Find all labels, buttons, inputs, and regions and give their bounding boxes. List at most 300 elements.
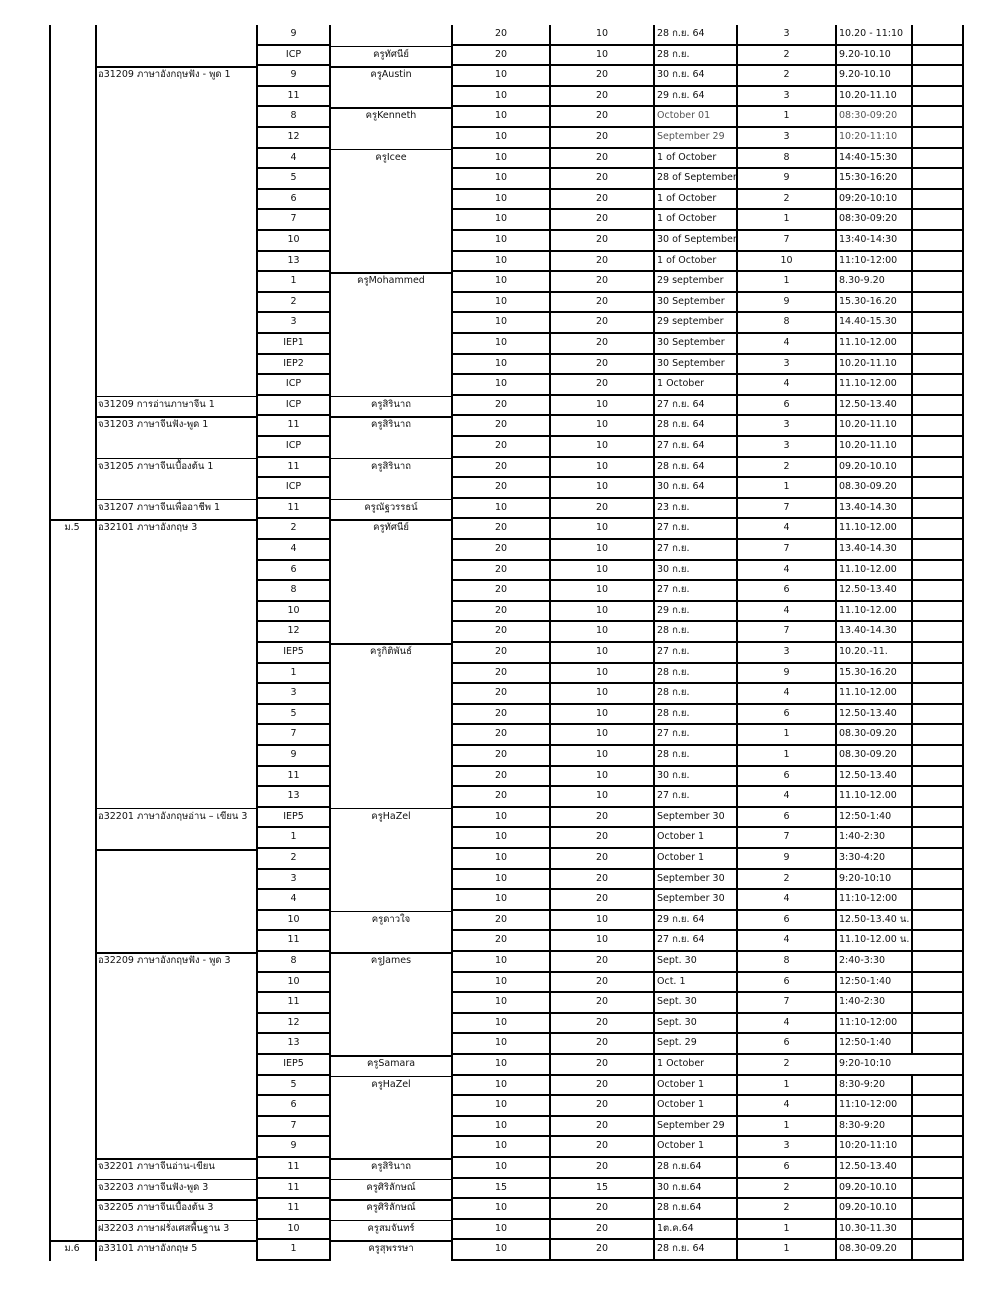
period-cell: 4 xyxy=(736,602,837,623)
room-cell: 2 xyxy=(256,849,331,870)
subject-cell: ฝ32203 ภาษาฝรั่งเศสพื้นฐาน 3 xyxy=(98,1222,230,1234)
period-cell: 3 xyxy=(736,87,837,108)
table-row xyxy=(49,787,965,808)
note-cell xyxy=(911,1034,964,1055)
grade-divider xyxy=(49,519,95,521)
room-cell: 5 xyxy=(256,705,331,726)
subject-divider xyxy=(95,952,256,954)
date-cell: 30 September xyxy=(653,355,736,376)
teacher-divider xyxy=(331,808,451,810)
date-cell: 28 ก.ย. xyxy=(653,46,736,67)
note-cell xyxy=(911,355,964,376)
count-b-cell: 10 xyxy=(551,540,653,561)
date-cell: Sept. 30 xyxy=(653,1014,736,1035)
time-cell: 12:50-1:40 xyxy=(837,808,911,829)
grade-cell xyxy=(49,87,95,108)
period-cell: 6 xyxy=(736,911,837,932)
table-row xyxy=(49,890,965,911)
count-a-cell: 10 xyxy=(451,849,551,870)
teacher-divider xyxy=(331,911,451,913)
period-cell: 6 xyxy=(736,396,837,417)
note-cell xyxy=(911,293,964,314)
table-row xyxy=(49,355,965,376)
count-b-cell: 10 xyxy=(551,911,653,932)
date-cell: 29 september xyxy=(653,272,736,293)
table-row xyxy=(49,581,965,602)
subject-cell xyxy=(95,478,256,499)
count-a-cell: 15 xyxy=(451,1179,551,1200)
table-row xyxy=(49,643,965,664)
note-cell xyxy=(911,1055,964,1076)
table-row xyxy=(49,1220,965,1241)
teacher-cell xyxy=(331,849,451,870)
grade-cell xyxy=(49,787,95,808)
teacher-cell xyxy=(331,478,451,499)
note-cell xyxy=(911,705,964,726)
subject-column-left-border xyxy=(95,25,97,1261)
teacher-divider xyxy=(331,952,451,954)
room-cell: 1 xyxy=(256,664,331,685)
note-cell xyxy=(911,725,964,746)
count-a-cell: 20 xyxy=(451,437,551,458)
note-cell xyxy=(911,1014,964,1035)
time-cell: 15.30-16.20 xyxy=(837,293,911,314)
subject-cell xyxy=(95,1034,256,1055)
date-cell: 28 ก.ย. xyxy=(653,664,736,685)
count-a-cell: 20 xyxy=(451,622,551,643)
note-cell xyxy=(911,190,964,211)
note-cell xyxy=(911,643,964,664)
count-b-cell: 20 xyxy=(551,210,653,231)
period-cell: 1 xyxy=(736,1076,837,1097)
count-b-cell: 20 xyxy=(551,313,653,334)
date-cell: 29 september xyxy=(653,313,736,334)
date-cell: Sept. 29 xyxy=(653,1034,736,1055)
period-cell: 2 xyxy=(736,870,837,891)
room-cell: 9 xyxy=(256,25,331,46)
table-row xyxy=(49,849,965,870)
date-cell: September 29 xyxy=(653,128,736,149)
subject-cell xyxy=(95,705,256,726)
date-cell: September 30 xyxy=(653,808,736,829)
count-a-cell: 20 xyxy=(451,478,551,499)
time-cell: 11.10-12.00 น. xyxy=(837,931,911,952)
count-a-cell: 10 xyxy=(451,1117,551,1138)
date-cell: 1 of October xyxy=(653,210,736,231)
count-b-cell: 20 xyxy=(551,169,653,190)
count-b-cell: 20 xyxy=(551,66,653,87)
date-cell: September 30 xyxy=(653,870,736,891)
count-b-cell: 10 xyxy=(551,746,653,767)
period-cell: 8 xyxy=(736,149,837,170)
period-cell: 7 xyxy=(736,499,837,520)
time-cell: 13.40-14.30 xyxy=(837,499,911,520)
time-cell: 12.50-13.40 xyxy=(837,396,911,417)
teacher-divider xyxy=(331,643,451,645)
teacher-cell xyxy=(331,1096,451,1117)
subject-divider xyxy=(95,1158,256,1160)
room-cell: ICP xyxy=(256,478,331,499)
subject-cell: จ31205 ภาษาจีนเบื้องต้น 1 xyxy=(98,460,214,472)
grade-cell xyxy=(49,1158,95,1179)
note-cell xyxy=(911,1096,964,1117)
table-row xyxy=(49,1240,965,1261)
table-row xyxy=(49,540,965,561)
count-a-cell: 20 xyxy=(451,705,551,726)
room-cell: 10 xyxy=(256,973,331,994)
count-b-cell: 20 xyxy=(551,499,653,520)
table-row xyxy=(49,293,965,314)
teacher-divider xyxy=(331,1179,451,1181)
table-row xyxy=(49,334,965,355)
period-cell: 9 xyxy=(736,849,837,870)
note-cell xyxy=(911,128,964,149)
grade-cell xyxy=(49,313,95,334)
subject-cell xyxy=(95,540,256,561)
date-cell: 29 ก.ย. xyxy=(653,602,736,623)
time-cell: 10:20-11:10 xyxy=(837,1137,911,1158)
table-row xyxy=(49,911,965,932)
room-cell: 5 xyxy=(256,169,331,190)
table-row xyxy=(49,602,965,623)
table-row xyxy=(49,46,965,67)
note-cell xyxy=(911,87,964,108)
room-cell: 11 xyxy=(256,499,331,520)
date-cell: 28 ก.ย. 64 xyxy=(653,458,736,479)
table-row xyxy=(49,993,965,1014)
note-cell xyxy=(911,561,964,582)
grade-cell xyxy=(49,870,95,891)
subject-cell xyxy=(95,1055,256,1076)
subject-cell xyxy=(95,334,256,355)
date-cell: September 30 xyxy=(653,890,736,911)
teacher-cell xyxy=(331,1014,451,1035)
time-cell: 1:40-2:30 xyxy=(837,828,911,849)
table-row xyxy=(49,87,965,108)
table-row xyxy=(49,767,965,788)
date-cell: October 1 xyxy=(653,1096,736,1117)
room-cell: 6 xyxy=(256,190,331,211)
time-cell: 8:30-9:20 xyxy=(837,1117,911,1138)
grade-cell xyxy=(49,1220,95,1241)
subject-cell xyxy=(95,46,256,67)
date-cell: 30 ก.ย. 64 xyxy=(653,478,736,499)
count-b-cell: 20 xyxy=(551,1199,653,1220)
count-b-cell: 20 xyxy=(551,1014,653,1035)
count-b-cell: 20 xyxy=(551,808,653,829)
teacher-cell: ครูณัฐวรรธน์ xyxy=(364,501,418,513)
count-b-cell: 10 xyxy=(551,705,653,726)
time-cell: 10.30-11.30 xyxy=(837,1220,911,1241)
grade-cell xyxy=(49,128,95,149)
table-row xyxy=(49,1014,965,1035)
count-a-cell: 10 xyxy=(451,128,551,149)
count-a-cell: 10 xyxy=(451,1137,551,1158)
teacher-cell: ครูศิริลักษณ์ xyxy=(366,1202,416,1214)
time-cell: 14.40-15.30 xyxy=(837,313,911,334)
count-a-cell: 10 xyxy=(451,334,551,355)
note-cell xyxy=(911,1220,964,1241)
period-cell: 1 xyxy=(736,478,837,499)
date-cell: 27 ก.ย. 64 xyxy=(653,396,736,417)
note-cell xyxy=(911,458,964,479)
note-cell xyxy=(911,890,964,911)
date-cell: October 1 xyxy=(653,849,736,870)
count-b-cell: 20 xyxy=(551,973,653,994)
note-cell xyxy=(911,519,964,540)
grade-cell xyxy=(49,66,95,87)
count-a-cell: 20 xyxy=(451,643,551,664)
grade-cell xyxy=(49,396,95,417)
room-cell: 1 xyxy=(256,828,331,849)
time-cell: 3:30-4:20 xyxy=(837,849,911,870)
subject-cell xyxy=(95,849,256,870)
teacher-cell: ครูศิริลักษณ์ xyxy=(366,1181,416,1193)
table-row xyxy=(49,1117,965,1138)
period-cell: 3 xyxy=(736,1137,837,1158)
room-cell: 4 xyxy=(256,149,331,170)
period-cell: 6 xyxy=(736,973,837,994)
table-row xyxy=(49,684,965,705)
count-a-cell: 10 xyxy=(451,313,551,334)
date-cell: October 01 xyxy=(653,107,736,128)
date-cell: 27 ก.ย. xyxy=(653,519,736,540)
date-cell: 29 ก.ย. 64 xyxy=(653,87,736,108)
time-cell: 8:30-9:20 xyxy=(837,1076,911,1097)
teacher-cell xyxy=(331,581,451,602)
grade-cell xyxy=(49,973,95,994)
subject-cell xyxy=(95,1096,256,1117)
grade-cell xyxy=(49,210,95,231)
time-cell: 9.20-10.10 xyxy=(837,66,911,87)
count-a-cell: 10 xyxy=(451,107,551,128)
count-b-cell: 10 xyxy=(551,519,653,540)
count-b-cell: 10 xyxy=(551,416,653,437)
teacher-cell xyxy=(331,828,451,849)
time-cell: 12.50-13.40 น. xyxy=(837,911,911,932)
grade-cell xyxy=(49,890,95,911)
count-b-cell: 20 xyxy=(551,993,653,1014)
time-cell: 13:40-14:30 xyxy=(837,231,911,252)
period-cell: 3 xyxy=(736,355,837,376)
table-row xyxy=(49,396,965,417)
room-cell: 13 xyxy=(256,787,331,808)
time-cell: 11.10-12.00 xyxy=(837,375,911,396)
subject-cell: จ31203 ภาษาจีนฟัง-พูด 1 xyxy=(98,419,209,431)
count-b-cell: 20 xyxy=(551,334,653,355)
period-cell: 4 xyxy=(736,684,837,705)
count-a-cell: 20 xyxy=(451,416,551,437)
room-cell: 11 xyxy=(256,416,331,437)
room-cell: 10 xyxy=(256,1220,331,1241)
subject-cell: จ32201 ภาษาจีนอ่าน-เขียน xyxy=(98,1161,215,1172)
date-cell: 28 ก.ย. 64 xyxy=(653,416,736,437)
count-a-cell: 10 xyxy=(451,87,551,108)
period-cell: 4 xyxy=(736,787,837,808)
table-row xyxy=(49,437,965,458)
subject-cell xyxy=(95,993,256,1014)
time-cell: 08.30-09.20 xyxy=(837,1240,911,1261)
count-b-cell: 20 xyxy=(551,1034,653,1055)
period-cell: 6 xyxy=(736,808,837,829)
date-cell: 28 ก.ย. xyxy=(653,684,736,705)
count-a-cell: 20 xyxy=(451,931,551,952)
time-cell: 10.20 - 11:10 xyxy=(837,25,911,46)
time-cell: 12.50-13.40 xyxy=(837,1158,911,1179)
note-cell xyxy=(911,1076,964,1097)
count-a-cell: 10 xyxy=(451,1199,551,1220)
count-b-cell: 20 xyxy=(551,870,653,891)
note-cell xyxy=(911,931,964,952)
room-cell: 13 xyxy=(256,1034,331,1055)
room-cell: 2 xyxy=(256,293,331,314)
count-b-cell: 10 xyxy=(551,602,653,623)
teacher-cell xyxy=(331,231,451,252)
period-cell: 6 xyxy=(736,1034,837,1055)
note-cell xyxy=(911,499,964,520)
grade-cell xyxy=(49,355,95,376)
room-cell: 8 xyxy=(256,107,331,128)
date-cell: 28 of September xyxy=(653,169,736,190)
grade-cell xyxy=(49,643,95,664)
room-cell: 4 xyxy=(256,540,331,561)
time-cell: 09.20-10.10 xyxy=(837,1199,911,1220)
time-cell: 12:50-1:40 xyxy=(837,1034,911,1055)
teacher-cell xyxy=(331,993,451,1014)
room-cell: 12 xyxy=(256,622,331,643)
date-cell: 28 ก.ย.64 xyxy=(653,1158,736,1179)
teacher-divider xyxy=(331,1199,451,1201)
subject-divider xyxy=(95,396,256,398)
count-b-cell: 10 xyxy=(551,622,653,643)
count-a-cell: 20 xyxy=(451,746,551,767)
period-cell: 2 xyxy=(736,46,837,67)
room-cell: 11 xyxy=(256,87,331,108)
teacher-cell: ครูสุพรรษา xyxy=(368,1243,414,1255)
count-b-cell: 20 xyxy=(551,1158,653,1179)
grade-cell xyxy=(49,849,95,870)
subject-cell xyxy=(95,355,256,376)
period-cell: 1 xyxy=(736,210,837,231)
count-b-cell: 15 xyxy=(551,1179,653,1200)
count-a-cell: 20 xyxy=(451,581,551,602)
room-cell: 9 xyxy=(256,66,331,87)
grade-cell xyxy=(49,149,95,170)
date-cell: 28 ก.ย. xyxy=(653,705,736,726)
note-cell xyxy=(911,1179,964,1200)
teacher-cell xyxy=(331,561,451,582)
time-cell: 11:10-12:00 xyxy=(837,1014,911,1035)
count-b-cell: 10 xyxy=(551,725,653,746)
note-cell xyxy=(911,375,964,396)
count-a-cell: 10 xyxy=(451,1240,551,1261)
count-a-cell: 20 xyxy=(451,767,551,788)
grade-cell xyxy=(49,725,95,746)
time-cell: 10:20-11:10 xyxy=(837,128,911,149)
table-row xyxy=(49,828,965,849)
period-cell: 1 xyxy=(736,1220,837,1241)
time-cell: 1:40-2:30 xyxy=(837,993,911,1014)
subject-divider xyxy=(95,1240,256,1242)
period-cell: 2 xyxy=(736,1179,837,1200)
note-cell xyxy=(911,1117,964,1138)
teacher-cell xyxy=(331,437,451,458)
count-b-cell: 20 xyxy=(551,1137,653,1158)
date-cell: Sept. 30 xyxy=(653,993,736,1014)
subject-cell xyxy=(95,87,256,108)
subject-cell: จ31209 การอ่านภาษาจีน 1 xyxy=(98,398,215,410)
table-row xyxy=(49,705,965,726)
teacher-divider xyxy=(331,1158,451,1160)
table-row xyxy=(49,952,965,973)
count-b-cell: 20 xyxy=(551,107,653,128)
period-cell: 2 xyxy=(736,1055,837,1076)
time-cell: 13.40-14.30 xyxy=(837,540,911,561)
count-a-cell: 20 xyxy=(451,911,551,932)
grade-cell xyxy=(49,746,95,767)
grade-cell: ม.5 xyxy=(64,522,80,534)
count-b-cell: 20 xyxy=(551,355,653,376)
period-cell: 7 xyxy=(736,993,837,1014)
date-cell: October 1 xyxy=(653,1076,736,1097)
count-b-cell: 20 xyxy=(551,252,653,273)
room-cell: 10 xyxy=(256,231,331,252)
grade-cell xyxy=(49,252,95,273)
time-cell: 14:40-15:30 xyxy=(837,149,911,170)
note-cell xyxy=(911,581,964,602)
subject-cell: อ32209 ภาษาอังกฤษฟัง - พูด 3 xyxy=(98,955,231,966)
period-cell: 6 xyxy=(736,1158,837,1179)
room-cell: 5 xyxy=(256,1076,331,1097)
note-cell xyxy=(911,334,964,355)
teacher-cell xyxy=(331,313,451,334)
table-row xyxy=(49,313,965,334)
subject-divider xyxy=(95,499,256,501)
room-cell: 6 xyxy=(256,1096,331,1117)
grade-cell xyxy=(49,911,95,932)
period-cell: 3 xyxy=(736,437,837,458)
subject-cell xyxy=(95,561,256,582)
table-row xyxy=(49,169,965,190)
subject-cell xyxy=(95,643,256,664)
subject-cell: อ32201 ภาษาอังกฤษอ่าน – เขียน 3 xyxy=(98,810,248,822)
table-row xyxy=(49,375,965,396)
time-cell: 11:10-12:00 xyxy=(837,252,911,273)
period-cell: 9 xyxy=(736,293,837,314)
teacher-cell: ครูกิติพันธ์ xyxy=(370,646,412,657)
teacher-divider xyxy=(331,272,451,274)
count-b-cell: 20 xyxy=(551,890,653,911)
table-row xyxy=(49,973,965,994)
grade-cell xyxy=(49,767,95,788)
count-b-cell: 20 xyxy=(551,849,653,870)
room-cell: ICP xyxy=(256,375,331,396)
note-cell xyxy=(911,437,964,458)
count-a-cell: 10 xyxy=(451,499,551,520)
note-cell xyxy=(911,993,964,1014)
subject-cell: จ32205 ภาษาจีนเบื้องต้น 3 xyxy=(98,1202,214,1214)
teacher-cell: ครูสิรินาถ xyxy=(371,398,411,410)
count-a-cell: 10 xyxy=(451,1014,551,1035)
note-cell xyxy=(911,231,964,252)
period-cell: 3 xyxy=(736,128,837,149)
time-cell: 11.10-12.00 xyxy=(837,334,911,355)
room-cell: 8 xyxy=(256,581,331,602)
room-cell: ICP xyxy=(256,46,331,67)
time-cell: 11.10-12.00 xyxy=(837,684,911,705)
note-cell xyxy=(911,746,964,767)
period-cell: 3 xyxy=(736,25,837,46)
